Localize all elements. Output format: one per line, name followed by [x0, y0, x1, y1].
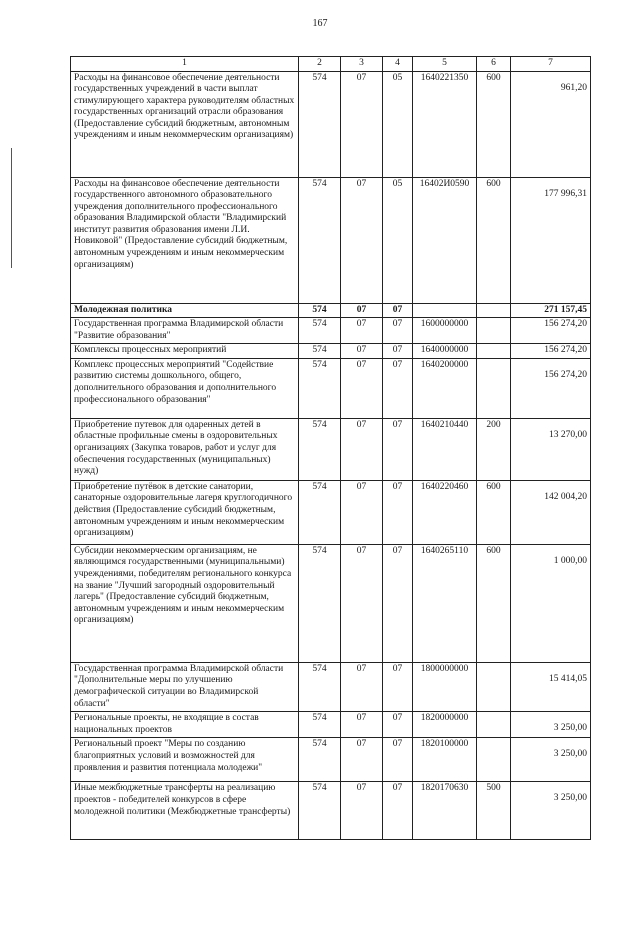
admin-code-cell: 574 [299, 418, 341, 480]
amount-value: 177 996,31 [544, 188, 587, 199]
row-name-cell: Приобретение путевок для одаренных детей в областные профильные смены в оздоровительных организациях (Закупка товаров, работ и услуг для обеспечения государственных (муниципальных) нужд) [71, 418, 299, 480]
amount-value: 3 250,00 [553, 793, 587, 804]
admin-code-cell: 574 [299, 71, 341, 177]
section-cell: 07 [341, 738, 383, 782]
expense-type-cell [477, 318, 511, 344]
budget-table [70, 56, 591, 840]
admin-code-cell: 574 [299, 480, 341, 544]
subsection-cell: 07 [383, 662, 413, 711]
table-row [71, 71, 591, 177]
row-name-cell: Региональные проекты, не входящие в состав национальных проектов [71, 712, 299, 738]
target-article-cell [413, 303, 477, 318]
expense-type-cell [477, 358, 511, 418]
amount-cell [511, 358, 591, 418]
section-cell: 07 [341, 782, 383, 840]
header-cell: 6 [477, 57, 511, 72]
amount-cell [511, 480, 591, 544]
target-article-cell: 1600000000 [413, 318, 477, 344]
subsection-cell: 05 [383, 177, 413, 303]
expense-type-cell [477, 738, 511, 782]
expense-type-cell: 600 [477, 544, 511, 662]
header-cell: 1 [71, 57, 299, 72]
header-cell: 5 [413, 57, 477, 72]
section-cell: 07 [341, 480, 383, 544]
amount-cell: 271 157,45 [511, 303, 591, 318]
expense-type-cell: 600 [477, 480, 511, 544]
target-article-cell: 1640220460 [413, 480, 477, 544]
amount-value: 1 000,00 [553, 555, 587, 566]
amount-value: 13 270,00 [549, 429, 587, 440]
row-name-cell: Комплекс процессных мероприятий "Содействие развитию системы дошкольного, общего, дополнительного образования и дополнительного профессионального образования" [71, 358, 299, 418]
amount-value: 3 250,00 [553, 723, 587, 734]
row-name-cell: Комплексы процессных мероприятий [71, 344, 299, 359]
amount-value: 156 274,20 [544, 369, 587, 380]
table-row [71, 318, 591, 344]
target-article-cell: 16402И0590 [413, 177, 477, 303]
target-article-cell: 1820000000 [413, 712, 477, 738]
row-name-cell: Государственная программа Владимирской области "Развитие образования" [71, 318, 299, 344]
section-cell: 07 [341, 358, 383, 418]
admin-code-cell: 574 [299, 358, 341, 418]
section-cell: 07 [341, 71, 383, 177]
subsection-cell: 07 [383, 544, 413, 662]
amount-cell [511, 662, 591, 711]
table-row [71, 344, 591, 359]
expense-type-cell [477, 662, 511, 711]
row-name-cell: Приобретение путёвок в детские санатории, санаторные оздоровительные лагеря круглогодичного действия (Предоставление субсидий бюджетным, автономным учреждениям и иным некоммерческим организациям) [71, 480, 299, 544]
amount-cell [511, 71, 591, 177]
amount-value: 3 250,00 [553, 749, 587, 760]
amount-value: 142 004,20 [544, 491, 587, 502]
amount-cell [511, 418, 591, 480]
header-cell: 4 [383, 57, 413, 72]
table-row [71, 662, 591, 711]
section-cell: 07 [341, 177, 383, 303]
admin-code-cell: 574 [299, 544, 341, 662]
header-cell: 3 [341, 57, 383, 72]
target-article-cell: 1800000000 [413, 662, 477, 711]
admin-code-cell: 574 [299, 303, 341, 318]
expense-type-cell: 200 [477, 418, 511, 480]
margin-line [11, 148, 12, 268]
admin-code-cell: 574 [299, 318, 341, 344]
amount-cell [511, 544, 591, 662]
row-name-cell: Субсидии некоммерческим организациям, не являющимся государственными (муниципальными) учреждениями, победителям регионального конкурса на звание "Лучший загородный оздоровительный лагерь" (Предоставление субсидий бюджетным, автономным учреждениям и иным некоммерческим организациям) [71, 544, 299, 662]
page-number: 167 [312, 18, 328, 29]
row-name-cell: Государственная программа Владимирской области "Дополнительные меры по улучшению демографической ситуации во Владимирской области" [71, 662, 299, 711]
subsection-cell: 07 [383, 344, 413, 359]
row-name-cell: Иные межбюджетные трансферты на реализацию проектов - победителей конкурсов в сфере молодежной политики (Межбюджетные трансферты) [71, 782, 299, 840]
target-article-cell: 1640265110 [413, 544, 477, 662]
subsection-cell: 05 [383, 71, 413, 177]
admin-code-cell: 574 [299, 712, 341, 738]
row-name-cell: Региональный проект "Меры по созданию благоприятных условий и возможностей для проявления и развития потенциала молодежи" [71, 738, 299, 782]
amount-value: 961,20 [560, 82, 587, 93]
expense-type-cell: 600 [477, 71, 511, 177]
subsection-cell: 07 [383, 782, 413, 840]
amount-cell [511, 177, 591, 303]
table-row [71, 358, 591, 418]
admin-code-cell: 574 [299, 738, 341, 782]
admin-code-cell: 574 [299, 177, 341, 303]
amount-cell [511, 738, 591, 782]
subsection-cell: 07 [383, 738, 413, 782]
section-cell: 07 [341, 303, 383, 318]
subsection-cell: 07 [383, 303, 413, 318]
amount-cell: 156 274,20 [511, 318, 591, 344]
table-row [71, 303, 591, 318]
amount-cell [511, 712, 591, 738]
header-cell: 7 [511, 57, 591, 72]
table-row [71, 544, 591, 662]
admin-code-cell: 574 [299, 782, 341, 840]
admin-code-cell: 574 [299, 662, 341, 711]
row-name-cell: Молодежная политика [71, 303, 299, 318]
subsection-cell: 07 [383, 358, 413, 418]
target-article-cell: 1640000000 [413, 344, 477, 359]
subsection-cell: 07 [383, 418, 413, 480]
subsection-cell: 07 [383, 712, 413, 738]
expense-type-cell [477, 303, 511, 318]
section-cell: 07 [341, 318, 383, 344]
table-header-row [71, 57, 591, 72]
subsection-cell: 07 [383, 318, 413, 344]
row-name-cell: Расходы на финансовое обеспечение деятельности государственного автономного образовательного учреждения дополнительного профессионального образования Владимирской области "Владимирский институт развития образования имени Л.И. Новиковой" (Предоставление субсидий бюджетным, автономным учреждениям и иным некоммерческим организациям) [71, 177, 299, 303]
target-article-cell: 1640210440 [413, 418, 477, 480]
section-cell: 07 [341, 712, 383, 738]
amount-cell: 156 274,20 [511, 344, 591, 359]
section-cell: 07 [341, 344, 383, 359]
header-cell: 2 [299, 57, 341, 72]
expense-type-cell: 600 [477, 177, 511, 303]
table-row [71, 738, 591, 782]
table-row [71, 177, 591, 303]
section-cell: 07 [341, 544, 383, 662]
amount-value: 15 414,05 [549, 673, 587, 684]
target-article-cell: 1640221350 [413, 71, 477, 177]
amount-cell [511, 782, 591, 840]
subsection-cell: 07 [383, 480, 413, 544]
table-row [71, 712, 591, 738]
expense-type-cell: 500 [477, 782, 511, 840]
expense-type-cell [477, 344, 511, 359]
section-cell: 07 [341, 662, 383, 711]
row-name-cell: Расходы на финансовое обеспечение деятельности государственных учреждений в части выплат стимулирующего характера руководителям областных государственных организаций отрасли образования (Предоставление субсидий бюджетным, автономным учреждениям и иным некоммерческим организациям) [71, 71, 299, 177]
section-cell: 07 [341, 418, 383, 480]
target-article-cell: 1820170630 [413, 782, 477, 840]
target-article-cell: 1640200000 [413, 358, 477, 418]
admin-code-cell: 574 [299, 344, 341, 359]
target-article-cell: 1820100000 [413, 738, 477, 782]
table-row [71, 480, 591, 544]
table-row [71, 782, 591, 840]
expense-type-cell [477, 712, 511, 738]
table-row [71, 418, 591, 480]
